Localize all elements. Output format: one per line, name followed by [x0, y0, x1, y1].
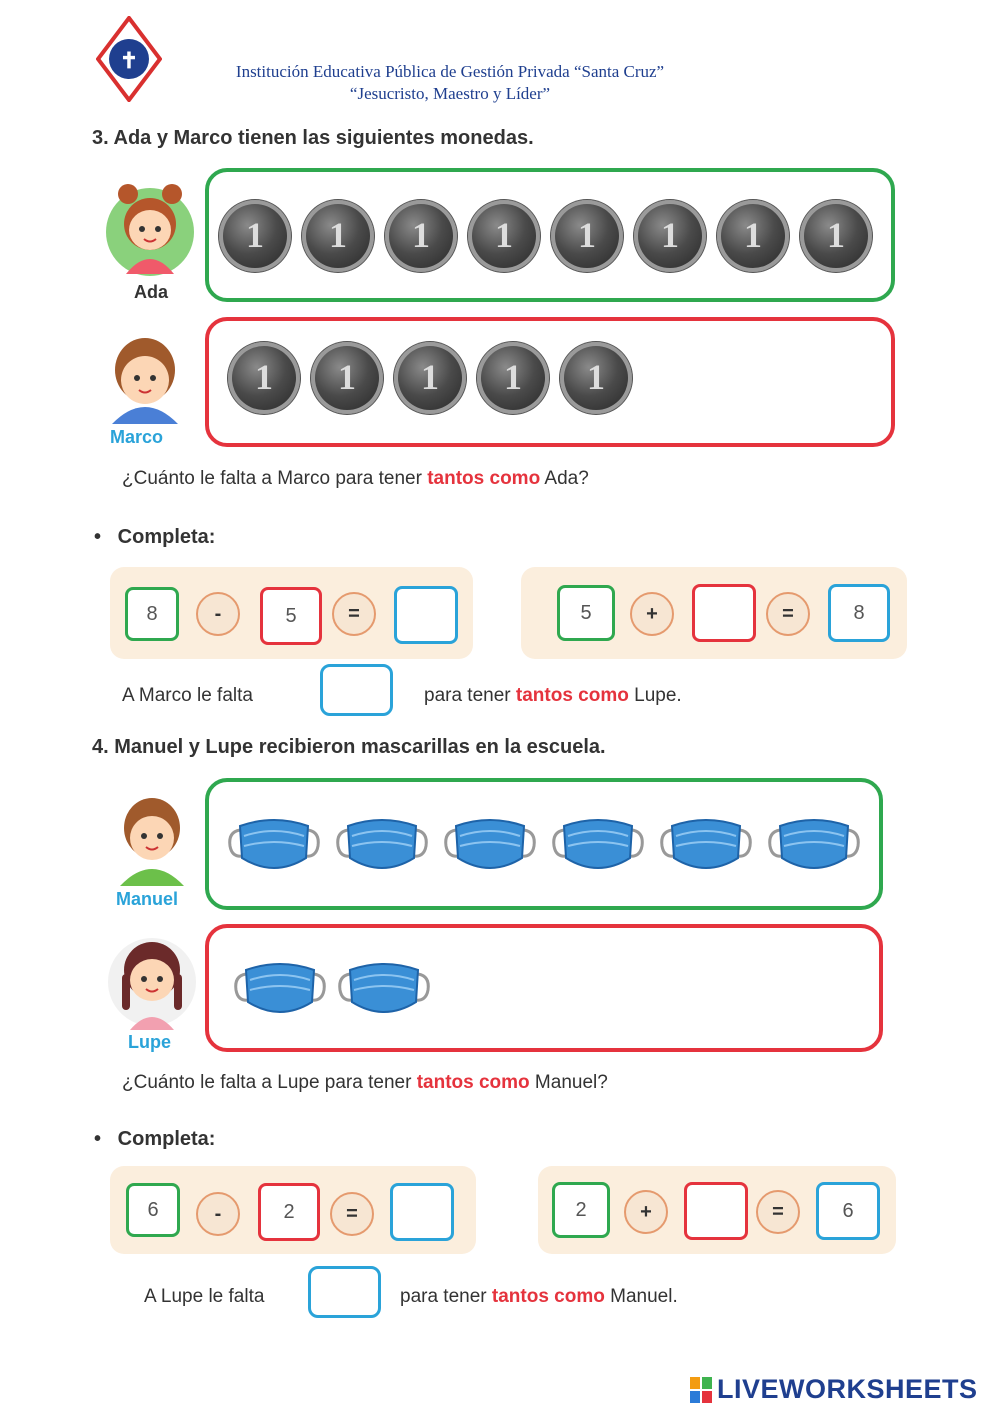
coin-icon — [219, 200, 291, 272]
answer-emphasis: tantos como — [491, 1286, 605, 1307]
operator: - — [196, 592, 240, 636]
coin-value: 1 — [412, 215, 430, 255]
lupe-name: Lupe — [128, 1032, 171, 1052]
complete-label: Completa: — [117, 526, 216, 548]
eq-box: 5 — [260, 587, 322, 645]
coin-icon — [394, 342, 466, 414]
exercise4-answer-pre: A Lupe le falta — [144, 1286, 265, 1307]
answer-input[interactable] — [394, 586, 458, 644]
eq-box: 5 — [557, 585, 615, 641]
exercise3-answer-input[interactable] — [320, 664, 393, 716]
coin-icon — [385, 200, 457, 272]
question-text: ¿Cuánto le falta a Marco para tener — [122, 468, 428, 489]
question-text-end: Ada? — [540, 468, 589, 489]
answer-input[interactable] — [684, 1182, 748, 1240]
exercise3-answer-post — [424, 685, 682, 707]
marco-coins-frame — [205, 317, 895, 447]
eq-box: 2 — [552, 1182, 610, 1238]
marco-avatar — [102, 320, 188, 430]
coin-icon — [551, 200, 623, 272]
ada-avatar — [104, 174, 196, 282]
operator: = — [330, 1192, 374, 1236]
question-emphasis: tantos como — [427, 468, 541, 489]
header-line1: Institución Educativa Pública de Gestión Privada “Santa Cruz” — [235, 62, 665, 81]
header-line2: “Jesucristo, Maestro y Líder” — [349, 84, 551, 103]
coin-icon — [477, 342, 549, 414]
coin-value: 1 — [578, 215, 596, 255]
answer-text-end: Lupe. — [628, 685, 682, 706]
liveworksheets-logo — [690, 1374, 978, 1405]
complete-label: Completa: — [117, 1128, 216, 1150]
exercise3-answer-pre: A Marco le falta — [122, 685, 253, 706]
mask-icon — [658, 812, 754, 878]
question-emphasis: tantos como — [416, 1072, 530, 1093]
mask-icon — [226, 812, 322, 878]
eq-box: 8 — [828, 584, 890, 642]
coin-icon — [228, 342, 300, 414]
coin-value: 1 — [661, 215, 679, 255]
coin-value: 1 — [338, 357, 356, 397]
mask-icon — [232, 956, 328, 1022]
exercise4-complete: • Completa: — [94, 1128, 216, 1150]
mask-icon — [336, 956, 432, 1022]
liveworksheets-brand: LIVEWORKSHEETS — [717, 1374, 978, 1404]
coin-value: 1 — [504, 357, 522, 397]
operator: = — [332, 592, 376, 636]
coin-icon — [800, 200, 872, 272]
coin-value: 1 — [587, 357, 605, 397]
exercise4-question — [122, 1072, 608, 1094]
exercise4-title: 4. Manuel y Lupe recibieron mascarillas en la escuela. — [92, 736, 606, 758]
coin-value: 1 — [421, 357, 439, 397]
answer-emphasis: tantos como — [515, 685, 629, 706]
eq-box: 8 — [125, 587, 179, 641]
coin-value: 1 — [329, 215, 347, 255]
svg-text:✝: ✝ — [119, 48, 139, 73]
answer-text: para tener — [424, 685, 516, 706]
eq-box: 2 — [258, 1183, 320, 1241]
coin-value: 1 — [744, 215, 762, 255]
coin-value: 1 — [246, 215, 264, 255]
answer-text-end: Manuel. — [604, 1286, 678, 1307]
marco-name: Marco — [110, 427, 164, 447]
exercise4-answer-input[interactable] — [308, 1266, 381, 1318]
exercise3-title: 3. Ada y Marco tienen las siguientes monedas. — [92, 127, 534, 149]
question-text-end: Manuel? — [529, 1072, 608, 1093]
question-text: ¿Cuánto le falta a Lupe para tener — [122, 1072, 417, 1093]
answer-input[interactable] — [692, 584, 756, 642]
exercise3-question — [122, 468, 589, 490]
coin-value: 1 — [827, 215, 845, 255]
coin-icon — [634, 200, 706, 272]
liveworksheets-icon — [690, 1377, 714, 1403]
coin-icon — [560, 342, 632, 414]
coin-icon — [302, 200, 374, 272]
exercise4-answer-post — [400, 1286, 678, 1308]
manuel-avatar — [112, 784, 192, 890]
mask-icon — [334, 812, 430, 878]
answer-text: para tener — [400, 1286, 492, 1307]
coin-icon — [311, 342, 383, 414]
lupe-avatar — [104, 926, 202, 1032]
coin-icon — [468, 200, 540, 272]
coin-value: 1 — [255, 357, 273, 397]
mask-icon — [442, 812, 538, 878]
manuel-name: Manuel — [116, 889, 179, 909]
coin-icon — [717, 200, 789, 272]
operator: = — [756, 1190, 800, 1234]
operator: + — [624, 1190, 668, 1234]
eq-box: 6 — [126, 1183, 180, 1237]
mask-icon — [550, 812, 646, 878]
operator: = — [766, 592, 810, 636]
coin-value: 1 — [495, 215, 513, 255]
answer-input[interactable] — [390, 1183, 454, 1241]
operator: - — [196, 1192, 240, 1236]
eq-box: 6 — [816, 1182, 880, 1240]
mask-icon — [766, 812, 862, 878]
ada-name: Ada — [134, 282, 169, 302]
operator: + — [630, 592, 674, 636]
exercise3-complete: • Completa: — [94, 526, 216, 548]
